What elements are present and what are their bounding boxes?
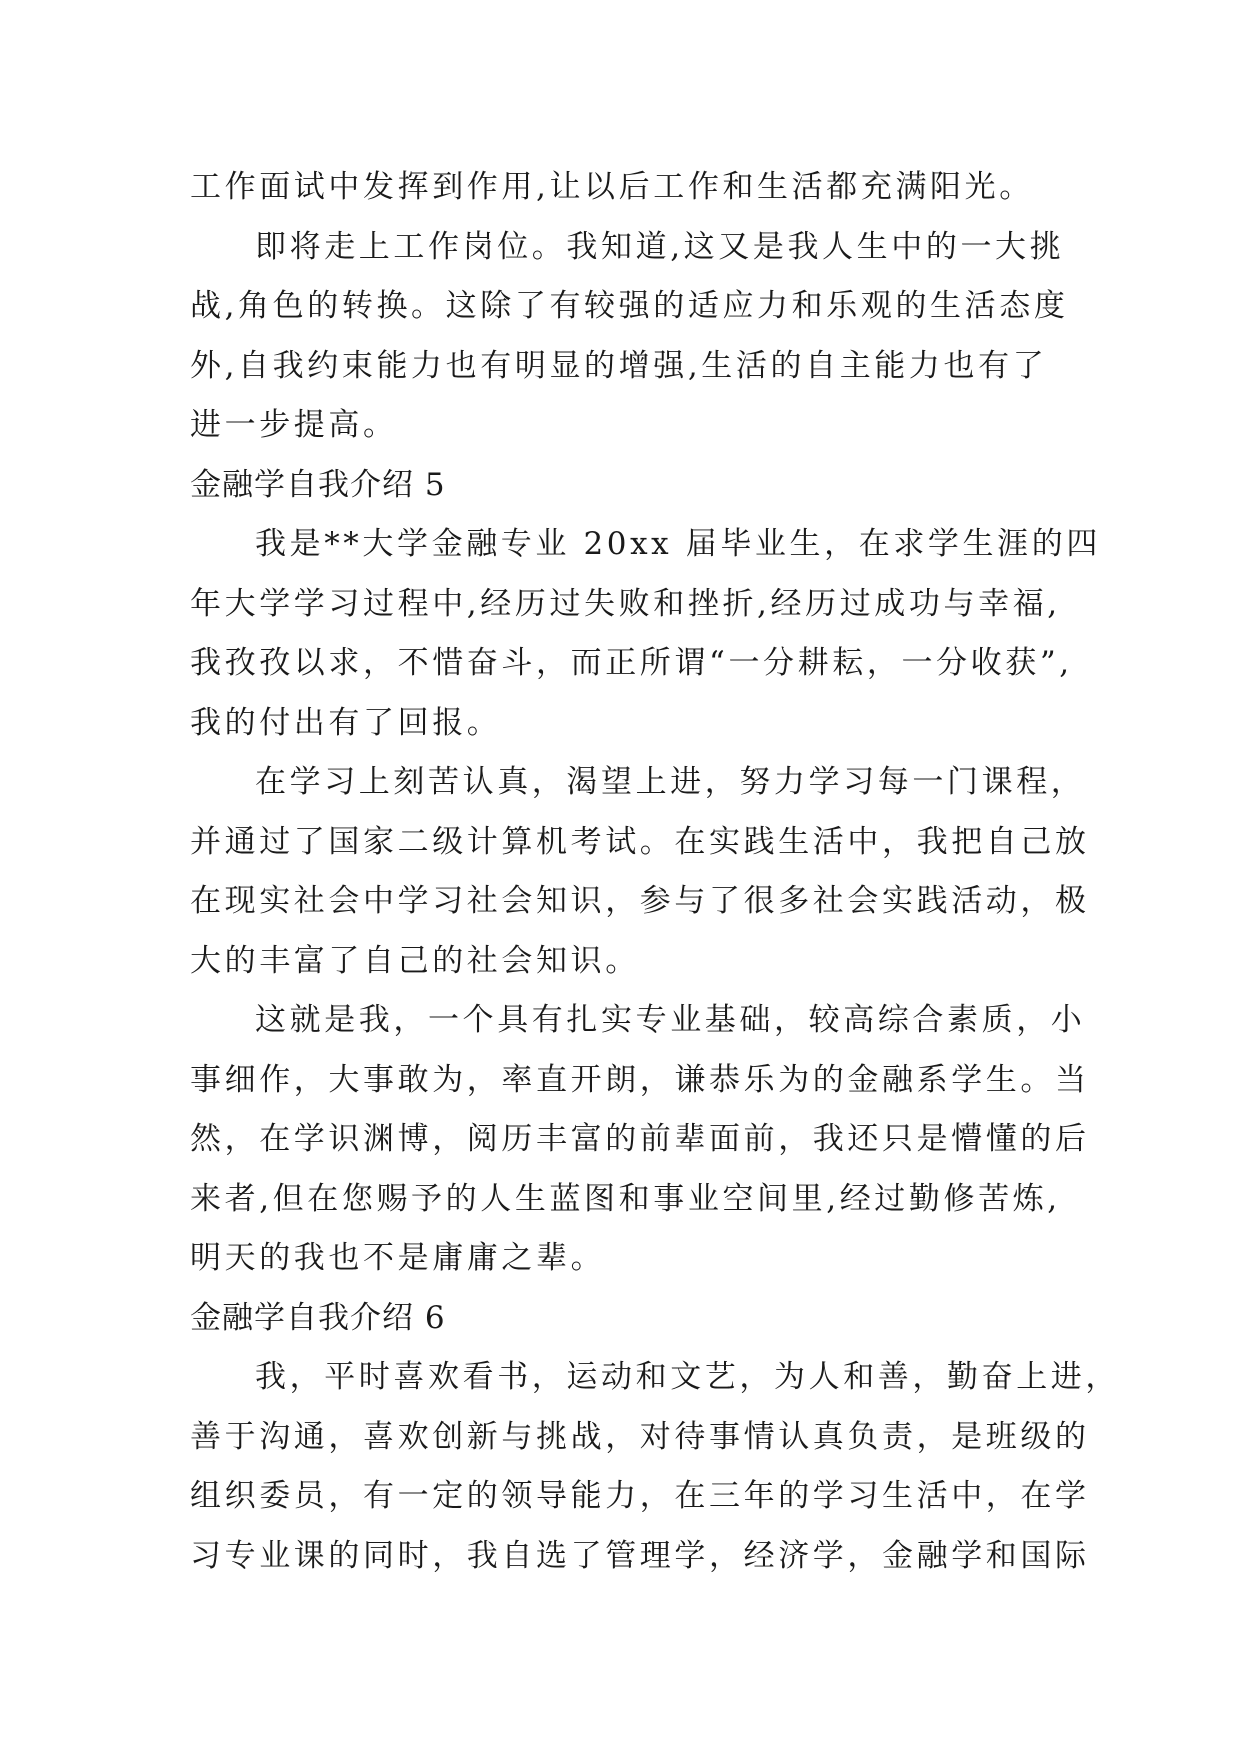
paragraph-line: 大的丰富了自己的社会知识。: [190, 942, 640, 979]
paragraph-line: 事细作，大事敢为，率直开朗，谦恭乐为的金融系学生。当: [190, 1061, 1090, 1098]
paragraph-line: 年大学学习过程中,经历过失败和挫折,经历过成功与幸福,: [190, 585, 1061, 622]
paragraph-line: 这就是我，一个具有扎实专业基础，较高综合素质，小: [255, 1002, 1086, 1038]
section-heading: 金融学自我介绍 5: [190, 466, 446, 503]
paragraph-line: 我，平时喜欢看书，运动和文艺，为人和善，勤奋上进，: [255, 1359, 1120, 1395]
paragraph-line: 来者,但在您赐予的人生蓝图和事业空间里,经过勤修苦炼,: [190, 1180, 1061, 1217]
paragraph-line: 明天的我也不是庸庸之辈。: [190, 1240, 606, 1276]
paragraph-line: 并通过了国家二级计算机考试。在实践生活中，我把自己放: [190, 823, 1090, 860]
paragraph-line: 战,角色的转换。这除了有较强的适应力和乐观的生活态度: [190, 288, 1069, 324]
paragraph-line: 我的付出有了回报。: [190, 704, 502, 741]
paragraph-line: 然，在学识渊博，阅历丰富的前辈面前，我还只是懵懂的后: [190, 1121, 1090, 1157]
paragraph-line: 进一步提高。: [190, 407, 398, 443]
paragraph-line: 我孜孜以求，不惜奋斗，而正所谓“一分耕耘，一分收获”,: [190, 645, 1073, 681]
paragraph-line: 在现实社会中学习社会知识，参与了很多社会实践活动，极: [190, 883, 1090, 919]
paragraph-line: 我是**大学金融专业 20xx 届毕业生，在求学生涯的四: [255, 526, 1101, 562]
paragraph-line: 即将走上工作岗位。我知道,这又是我人生中的一大挑: [255, 228, 1065, 265]
section-heading: 金融学自我介绍 6: [190, 1299, 446, 1336]
paragraph-line: 外,自我约束能力也有明显的增强,生活的自主能力也有了: [190, 347, 1048, 384]
paragraph-line: 善于沟通，喜欢创新与挑战，对待事情认真负责，是班级的: [190, 1418, 1090, 1455]
paragraph-line: 工作面试中发挥到作用,让以后工作和生活都充满阳光。: [190, 169, 1034, 205]
paragraph-line: 组织委员，有一定的领导能力，在三年的学习生活中，在学: [190, 1478, 1090, 1514]
paragraph-line: 在学习上刻苦认真，渴望上进，努力学习每一门课程，: [255, 764, 1086, 800]
paragraph-line: 习专业课的同时，我自选了管理学，经济学，金融学和国际: [190, 1537, 1090, 1574]
document-body: [190, 158, 1120, 1586]
